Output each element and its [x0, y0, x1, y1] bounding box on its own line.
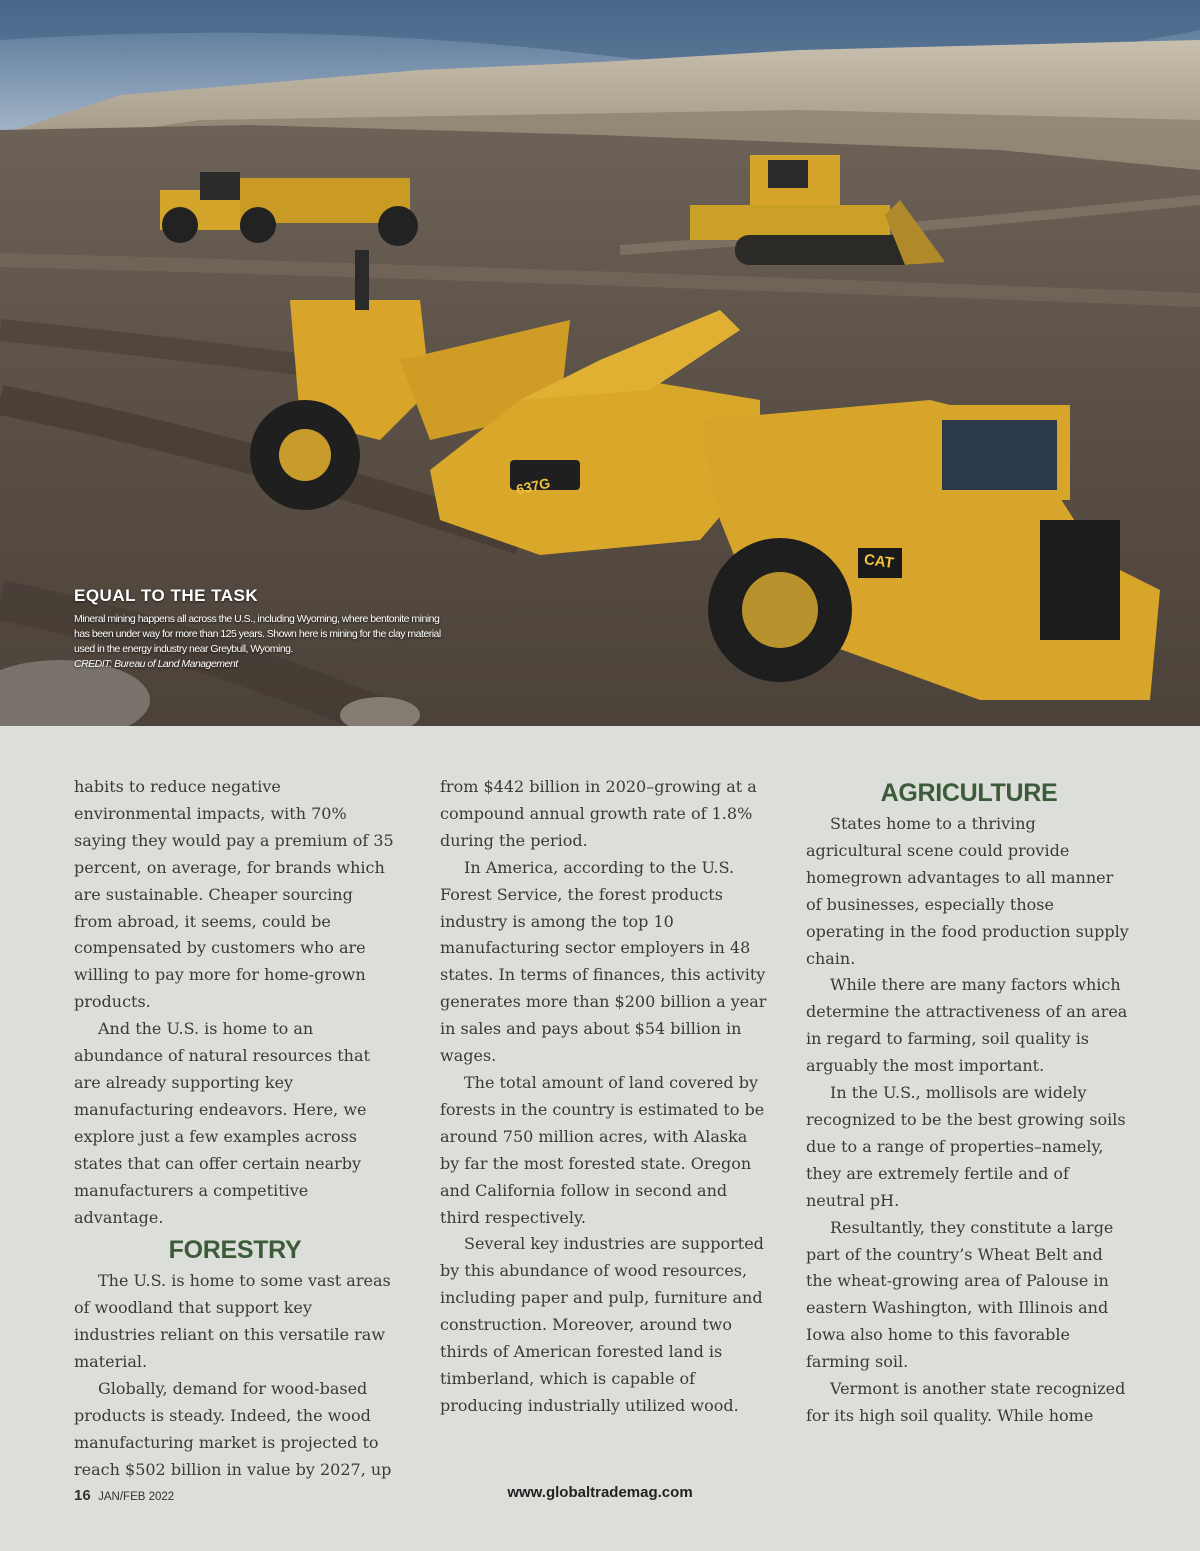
- paragraph: from $442 billion in 2020–growing at a compound annual growth rate of 1.8% during the period.: [440, 777, 757, 850]
- paragraph: The total amount of land covered by forests in the country is estimated to be around 750 million acres, with Alaska by far the most forested state. Oregon and California follow in second and third respectively.: [440, 1072, 765, 1227]
- paragraph: Vermont is another state recognized for its high soil quality. While home: [806, 1379, 1126, 1425]
- page-number: 16: [74, 1487, 91, 1504]
- caption-credit: CREDIT: Bureau of Land Management: [74, 658, 238, 670]
- paragraph: Globally, demand for wood-based products is steady. Indeed, the wood manufacturing market is projected to reach $502 billion in value by 2027, up: [74, 1379, 392, 1479]
- article-column-1: [74, 774, 396, 1484]
- paragraph: And the U.S. is home to an abundance of natural resources that are already supporting key manufacturing endeavors. Here, we explore just a few examples across states that can offer certain nearby manufacturers a competitive advantage.: [74, 1019, 370, 1227]
- machine-model-label: 637G: [514, 474, 552, 498]
- paragraph: Resultantly, they constitute a large part of the country’s Wheat Belt and the wheat-growing area of Palouse in eastern Washington, with Illinois and Iowa also home to this favorable farming soil.: [806, 1217, 1114, 1372]
- paragraph: In America, according to the U.S. Forest Service, the forest products industry is among the top 10 manufacturing sector employers in 48 states. In terms of finances, this activity generates more than $200 billion a year in sales and pays about $54 billion in wages.: [440, 857, 767, 1066]
- paragraph: habits to reduce negative environmental impacts, with 70% saying they would pay a premium of 35 percent, on average, for brands which are sustainable. Cheaper sourcing from abroad, it seems, could be compensated by customers who are willing to pay more for home-grown products.: [74, 777, 394, 1012]
- article-column-3: [806, 774, 1132, 1430]
- caption-title: EQUAL TO THE TASK: [74, 586, 259, 605]
- paragraph: States home to a thriving agricultural scene could provide homegrown advantages to all manner of businesses, especially those operating in the food production supply chain.: [806, 814, 1129, 968]
- website-url[interactable]: www.globaltrademag.com: [507, 1484, 693, 1501]
- hero-photo: [0, 0, 1200, 726]
- article-column-2: [440, 774, 768, 1420]
- caption-text: Mineral mining happens all across the U.S., including Wyoming, where bentonite mining has been under way for more than 125 years. Shown here is mining for the clay material used in the energy industry near Greybull, Wyoming.: [74, 613, 441, 655]
- section-heading-forestry: FORESTRY: [168, 1236, 302, 1265]
- issue-date: JAN/FEB 2022: [98, 1491, 175, 1503]
- section-heading-agriculture: AGRICULTURE: [880, 779, 1058, 807]
- paragraph: While there are many factors which determine the attractiveness of an area in regard to farming, soil quality is arguably the most important.: [806, 975, 1128, 1076]
- paragraph: In the U.S., mollisols are widely recognized to be the best growing soils due to a range of properties–namely, they are extremely fertile and of neutral pH.: [806, 1083, 1126, 1210]
- brand-logo: CAT: [862, 551, 895, 572]
- photo-caption: [74, 586, 444, 672]
- paragraph: Several key industries are supported by this abundance of wood resources, including paper and pulp, furniture and construction. Moreover, around two thirds of American forested land is timberland, which is capable of producing industrially utilized wood.: [440, 1234, 764, 1415]
- paragraph: The U.S. is home to some vast areas of woodland that support key industries reliant on this versatile raw material.: [74, 1271, 391, 1372]
